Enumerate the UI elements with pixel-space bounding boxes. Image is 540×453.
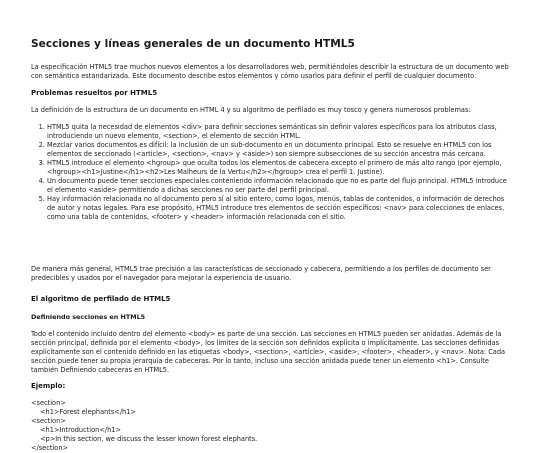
algorithm-heading: El algoritmo de perfilado de HTML5 — [31, 295, 171, 304]
code-line: <h1>Forest elephants</h1> — [40, 407, 136, 416]
code-line: <section> — [31, 416, 66, 425]
intro-paragraph: La especificación HTML5 trae muchos nuevos elementos a los desarrolladores web, permitiéndoles describir la estructura de un documento web con semántica estandarizada. Este documento describe estos elementos y cómo usarlos para definir el perfil de cualquier documento. — [31, 62, 509, 80]
example-heading: Ejemplo: — [31, 382, 66, 391]
algorithm-body: Todo el contenido incluido dentro del elemento <body> es parte de una sección. Las secciones en HTML5 pueden ser anidadas. Además de la sección principal, definida por el elemento <body>, los límites de la sección son definidos explícita o implícitamente. Las secciones definidas explícitamente son el contenido definido en las etiquetas <body>, <section>, <article>, <aside>, <footer>, <header>, y <nav>. Nota: Cada sección puede tener su propia jerarquía de cabeceras. Por lo tanto, incluso una sección anidada puede tener un elemento <h1>. Consulte también Definiendo cabeceras en HTML5. — [31, 329, 506, 374]
page-title: Secciones y líneas generales de un documento HTML5 — [31, 38, 355, 50]
code-line: </section> — [31, 443, 69, 452]
code-line: <p>In this section, we discuss the lesser known forest elephants. — [40, 434, 258, 443]
list-item: 2. Mezclar varios documentos es difícil: la inclusión de un sub-documento en un documento principal. Esto se resuelve en HTML5 con los elementos de seccionado (<article>, <section>, <nav> y <aside>) son siempre subsecciones de su sección ancestra más cercana. — [47, 141, 514, 159]
algorithm-subheading: Definiendo secciones en HTML5 — [31, 312, 146, 321]
problems-list — [31, 123, 514, 221]
problems-heading: Problemas resueltos por HTML5 — [31, 88, 158, 97]
list-item: 5. Hay información relacionada no al documento pero sí al sitio entero, como logos, menús, tablas de contenidos, o información de derechos de autor y notas legales. Para ese propósito, HTML5 introduce tres elementos de sección específicos: <nav> para colecciones de enlaces, como una tabla de contenidos, <footer> y <header> información relacionada con el sitio. — [47, 195, 514, 222]
problems-lead: La definición de la estructura de un documento en HTML 4 y su algoritmo de perfilado es muy tosco y genera numerosos problemas: — [31, 106, 471, 115]
code-line: <h1>Introduction</h1> — [40, 425, 121, 434]
code-example — [31, 399, 514, 453]
list-item: 4. Un documento puede tener secciones especiales conteniendo información relacionado que no es parte del flujo principal. HTML5 introduce el elemento <aside> permitiendo a dichas secciones no ser parte del perfil principal. — [47, 177, 514, 195]
summary-paragraph: De manera más general, HTML5 trae precisión a las características de seccionado y cabecera, permitiendo a los perfiles de documento ser predecibles y usados por el navegador para mejorar la experiencia de usuario. — [31, 264, 491, 282]
code-line: <section> — [31, 398, 66, 407]
list-item: 3. HTML5 introduce el elemento <hgroup> que oculta todos los elementos de cabecera excepto el primero de más alto rango (por ejemplo, <hgroup><h1>Justine</h1><h2>Les Malheurs de la Vertu</h2></hgroup> crea el perfil 1. Justine). — [47, 159, 514, 177]
list-item: 1. HTML5 quita la necesidad de elementos <div> para definir secciones semánticas sin definir valores específicos para los atributos class, introduciendo un nuevo elemento, <section>, el elemento de sección HTML. — [47, 123, 514, 141]
